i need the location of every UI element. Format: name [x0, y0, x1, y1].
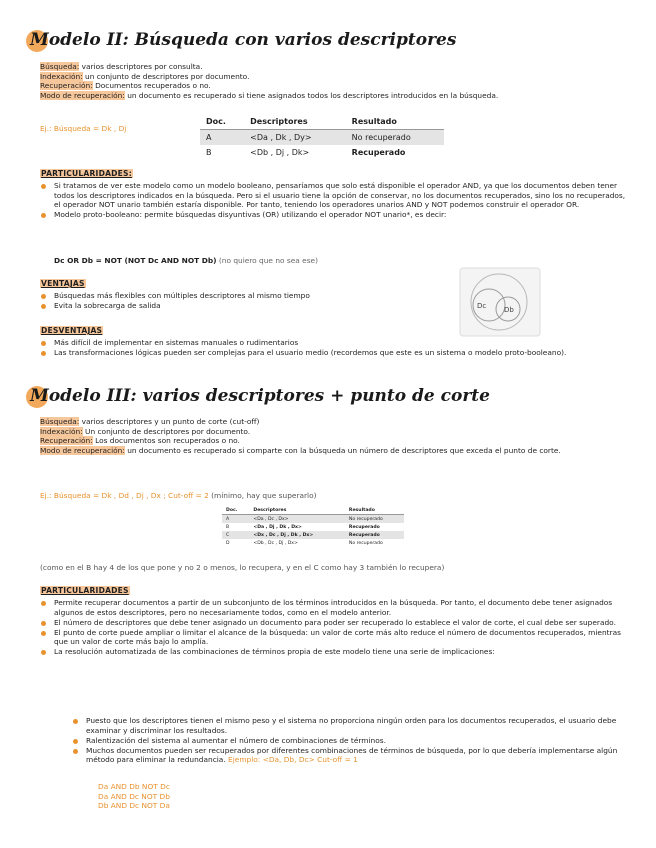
- ventajas-label: VENTAJAS: [41, 279, 85, 288]
- descriptor-table: [200, 114, 444, 160]
- def-recuperacion: Recuperación: Documentos recuperados o no.: [40, 81, 211, 91]
- def-busqueda: Búsqueda: varios descriptores y un punto de corte (cut-off): [40, 417, 260, 426]
- implicaciones-list: [68, 716, 638, 765]
- example-text: Ej.: Búsqueda = Dk , Dd , Dj , Dx ; Cut-off = 2: [40, 491, 209, 500]
- implicaciones-example: Ejemplo: <Da, Db, Dc> Cut-off = 1: [228, 755, 358, 765]
- list-item: Más difícil de implementar en sistemas manuales o rudimentarios: [36, 338, 630, 348]
- list-item: Búsquedas más flexibles con múltiples descriptores al mismo tiempo: [36, 291, 456, 301]
- definitions-block: [40, 62, 630, 100]
- def-busqueda: Búsqueda: varios descriptores por consulta.: [40, 62, 203, 71]
- particularidades-list: [36, 598, 630, 658]
- desventajas-list: [36, 338, 630, 358]
- formula: Dc OR Db = NOT (NOT Dc AND NOT Db): [54, 256, 217, 265]
- def-indexacion: Indexación: Un conjunto de descriptores por documento.: [40, 426, 251, 436]
- list-item: El número de descriptores que debe tener asignado un documento para poder ser recuperado lo establece el valor de corte, el cual debe ser superado.: [36, 618, 630, 628]
- desventajas-label: DESVENTAJAS: [41, 326, 103, 335]
- example-line-2: Da AND Dc NOT Db: [98, 791, 170, 801]
- list-item: El punto de corte puede ampliar o limitar el alcance de la búsqueda: un valor de corte más alto reduce el número de documentos recuperados, mientras que un valor de corte más bajo lo amplía.: [36, 628, 630, 647]
- table-header-cell: Resultado: [345, 506, 404, 515]
- def-indexacion: Indexación: un conjunto de descriptores por documento.: [40, 71, 250, 81]
- ventajas-list: [36, 291, 456, 311]
- example-line: [40, 491, 317, 501]
- particularidades-label: PARTICULARIDADES: [41, 586, 129, 595]
- table-header-row: [200, 114, 444, 130]
- list-item: Modelo proto-booleano: permite búsquedas disyuntivas (OR) utilizando el operador NOT unario*, es decir:: [36, 210, 630, 220]
- list-item: Puesto que los descriptores tienen el mismo peso y el sistema no proporciona ningún orden para los documentos recuperados, el usuario debe examinar y discriminar los resultados.: [68, 716, 638, 735]
- formula-note: (no quiero que no sea ese): [218, 256, 318, 265]
- table-row: B <Db , Dj , Dk> Recuperado: [206, 148, 406, 157]
- list-item: Las transformaciones lógicas pueden ser complejas para el usuario medio (recordemos que este es un sistema o modelo proto-booleano).: [36, 348, 630, 358]
- formula-line: [54, 256, 318, 266]
- example-line-3: Db AND Dc NOT Da: [98, 801, 170, 811]
- list-item: Muchos documentos pueden ser recuperados por diferentes combinaciones de términos de búsqueda, por lo que debería implementarse algún método para eliminar la redundancia. Ejemplo: <Da, Db, Dc> Cut-off = 1: [68, 746, 638, 765]
- venn-diagram: [459, 267, 541, 337]
- example-text: Ej.: Búsqueda = Dk , Dj: [40, 124, 127, 133]
- venn-background: [460, 268, 540, 336]
- table-header-cell: Descriptores: [249, 506, 345, 515]
- implicaciones-example-lines: [98, 782, 170, 811]
- example-line-1: Da AND Db NOT Dc: [98, 782, 170, 791]
- list-item: Ralentización del sistema al aumentar el número de combinaciones de términos.: [68, 736, 638, 746]
- section-title-text: Modelo III: varios descriptores + punto de corte: [30, 386, 490, 406]
- section-title-text: Modelo II: Búsqueda con varios descriptores: [30, 30, 457, 50]
- table-header-row: [222, 506, 404, 515]
- list-item: Permite recuperar documentos a partir de un subconjunto de los términos introducidos en la búsqueda. Por tanto, el documento debe tener asignados algunos de estos descriptores, pero no necesariamente todos, como en el modelo anterior.: [36, 598, 630, 617]
- particularidades-list: [36, 181, 630, 220]
- example-note: (mínimo, hay que superarlo): [211, 491, 317, 500]
- definitions-block: [40, 417, 630, 455]
- def-recuperacion: Recuperación: Los documentos son recuperados o no.: [40, 436, 240, 446]
- table-row: C <Dx , Dc , Dj , Dk , Dx> Recuperado: [222, 531, 404, 539]
- section-title-modelo-2: [30, 30, 456, 50]
- table-header-cell: Doc.: [222, 506, 249, 515]
- table-header-cell: Descriptores: [244, 114, 346, 130]
- table-row: A <Da , Dc , Dx> No recuperado: [222, 515, 404, 524]
- section-title-modelo-3: [30, 386, 490, 406]
- particularidades-label: PARTICULARIDADES:: [41, 169, 132, 178]
- table-header-cell: Doc.: [200, 114, 244, 130]
- table-row: B <Da , Dj , Dk , Dx> Recuperado: [226, 524, 380, 530]
- venn-label-dc: Dc: [477, 302, 487, 310]
- table-note: (como en el B hay 4 de los que pone y no 2 o menos, lo recupera, y en el C como hay 3 también lo recupera): [40, 563, 445, 572]
- descriptor-table: [222, 506, 404, 547]
- list-item: La resolución automatizada de las combinaciones de términos propia de este modelo tiene una serie de implicaciones:: [36, 647, 630, 657]
- def-modo-recuperacion: Modo de recuperación: un documento es recuperado si tiene asignados todos los descriptores introducidos en la búsqueda.: [40, 90, 499, 100]
- list-item: Evita la sobrecarga de salida: [36, 301, 456, 311]
- table-row: A <Da , Dk , Dy> No recuperado: [200, 130, 444, 146]
- table-row: D <Db , Dc , Dj , Dx> No recuperado: [226, 540, 383, 546]
- def-modo-recuperacion: Modo de recuperación: un documento es recuperado si comparte con la búsqueda un número de descriptores que exceda el punto de corte.: [40, 445, 561, 455]
- venn-label-db: Db: [504, 306, 514, 314]
- table-header-cell: Resultado: [346, 114, 444, 130]
- list-item: Si tratamos de ver este modelo como un modelo booleano, pensaríamos que solo está disponible el operador AND, ya que los documentos deben tener todos los descriptores indicados en la búsqueda. Pero si el usuario tiene la opción de conservar, no los documentos recuperados, sino los no recuperados, el operador NOT unario también estaría disponible. Por tanto, teniendo los operadores unarios AND y NOT podemos construir el operador OR.: [36, 181, 630, 210]
